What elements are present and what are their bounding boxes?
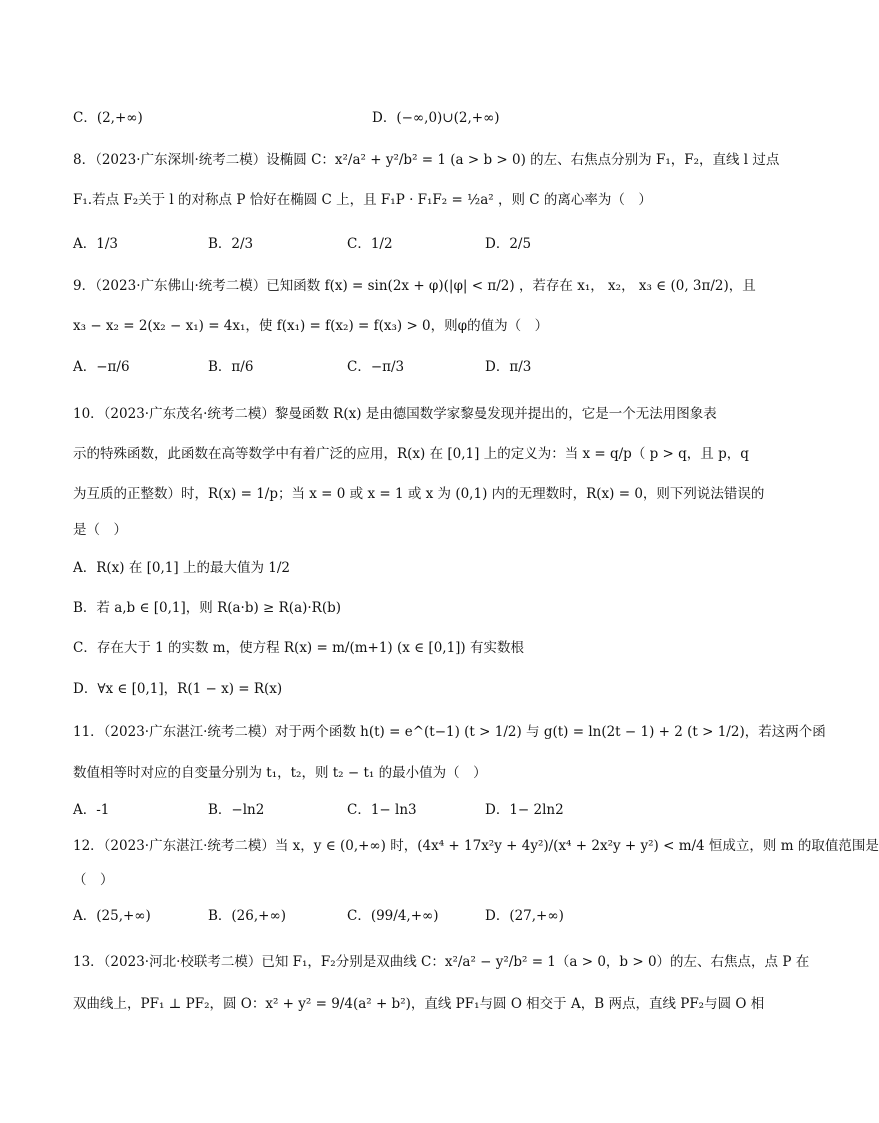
q12-line-2: （ ）: [73, 872, 114, 888]
q12-option-a[interactable]: A．(25,+∞): [73, 908, 151, 924]
q11-option-b[interactable]: B．−ln2: [208, 802, 265, 818]
q12-option-d[interactable]: D．(27,+∞): [485, 908, 564, 924]
q8-option-b[interactable]: B．2/3: [208, 236, 254, 252]
q10-line-3: 为互质的正整数）时，R(x) = 1/p；当 x = 0 或 x = 1 或 x 为 (0,1) 内的无理数时，R(x) = 0，则下列说法错误的: [73, 486, 765, 502]
q9-option-b[interactable]: B．π/6: [208, 359, 254, 375]
q9-option-d[interactable]: D．π/3: [485, 359, 532, 375]
q9-option-a[interactable]: A．−π/6: [73, 359, 130, 375]
q7-option-d[interactable]: D．(−∞,0)∪(2,+∞): [372, 110, 500, 126]
q8-option-a[interactable]: A．1/3: [73, 236, 118, 252]
q8-ellipse-formula: C：x²/a² + y²/b² = 1 (a > b > 0): [311, 152, 526, 168]
q9-line-2: x₃ − x₂ = 2(x₂ − x₁) = 4x₁，使 f(x₁) = f(x₂) = f(x₃) > 0，则φ的值为（ ）: [73, 318, 549, 334]
q7-option-c[interactable]: C．(2,+∞): [73, 110, 143, 126]
q10-line-2: 示的特殊函数，此函数在高等数学中有着广泛的应用，R(x) 在 [0,1] 上的定义为：当 x = q/p（ p > q，且 p，q: [73, 446, 749, 462]
q10-option-c[interactable]: C．存在大于 1 的实数 m，使方程 R(x) = m/(m+1) (x ∈ [0,1]) 有实数根: [73, 640, 524, 656]
q11-option-d[interactable]: D．1− 2ln2: [485, 802, 564, 818]
q8-option-d[interactable]: D．2/5: [485, 236, 532, 252]
q8-stem-b: 的左、右焦点分别为 F₁，F₂，直线 l 过点: [530, 152, 780, 168]
q8-line-2: [73, 190, 652, 210]
q12-option-c[interactable]: C．(99/4,+∞): [347, 908, 439, 924]
q8-stem-c: F₁.若点 F₂关于 l 的对称点 P 恰好在椭圆 C 上，且: [73, 192, 377, 208]
q13-line-2: 双曲线上，PF₁ ⊥ PF₂，圆 O：x² + y² = 9/4(a² + b²)，直线 PF₁与圆 O 相交于 A，B 两点，直线 PF₂与圆 O 相: [73, 996, 765, 1012]
q11-line-1: 11．（2023·广东湛江·统考二模）对于两个函数 h(t) = e^(t−1) (t > 1/2) 与 g(t) = ln(2t − 1) + 2 (t > 1/2)，若这两个函: [73, 724, 826, 740]
q10-line-4: 是（ ）: [73, 522, 127, 538]
q11-option-a[interactable]: A．-1: [73, 802, 110, 818]
q9-stem-b: ，若存在 x₁， x₂， x₃ ∈ (0, 3π/2)，且: [518, 278, 756, 294]
q10-option-a[interactable]: A．R(x) 在 [0,1] 上的最大值为 1/2: [73, 560, 290, 576]
q9-line-1: [73, 276, 756, 296]
q8-option-c[interactable]: C．1/2: [347, 236, 393, 252]
q10-option-d[interactable]: D．∀x ∈ [0,1]，R(1 − x) = R(x): [73, 681, 283, 697]
q13-line-1: 13．（2023·河北·校联考二模）已知 F₁，F₂分别是双曲线 C：x²/a² − y²/b² = 1（a > 0，b > 0）的左、右焦点，点 P 在: [73, 954, 810, 970]
q9-option-c[interactable]: C．−π/3: [347, 359, 405, 375]
q11-option-c[interactable]: C．1− ln3: [347, 802, 417, 818]
q12-option-b[interactable]: B．(26,+∞): [208, 908, 286, 924]
q8-dot-product: F₁P · F₁F₂ = ½a²: [380, 192, 494, 208]
q11-line-2: 数值相等时对应的自变量分别为 t₁，t₂，则 t₂ − t₁ 的最小值为（ ）: [73, 765, 487, 781]
q12-line-1: 12．（2023·广东湛江·统考二模）当 x，y ∈ (0,+∞) 时，(4x⁴ + 17x²y + 4y²)/(x⁴ + 2x²y + y²) < m/4 恒成立，则 m 的取值范围是: [73, 838, 879, 854]
q8-stem-d: ，则 C 的离心率为（ ）: [497, 192, 652, 208]
q10-line-1: 10．（2023·广东茂名·统考二模）黎曼函数 R(x) 是由德国数学家黎曼发现并提出的，它是一个无法用图象表: [73, 406, 717, 422]
q9-function: f(x) = sin(2x + φ)(|φ| < π/2): [324, 278, 515, 294]
q9-stem-a: 9．（2023·广东佛山·统考二模）已知函数: [73, 278, 321, 294]
q8-stem-a: 8．（2023·广东深圳·统考二模）设椭圆: [73, 152, 307, 168]
q10-option-b[interactable]: B．若 a,b ∈ [0,1]，则 R(a·b) ≥ R(a)·R(b): [73, 600, 342, 616]
q8-line-1: [73, 150, 779, 170]
